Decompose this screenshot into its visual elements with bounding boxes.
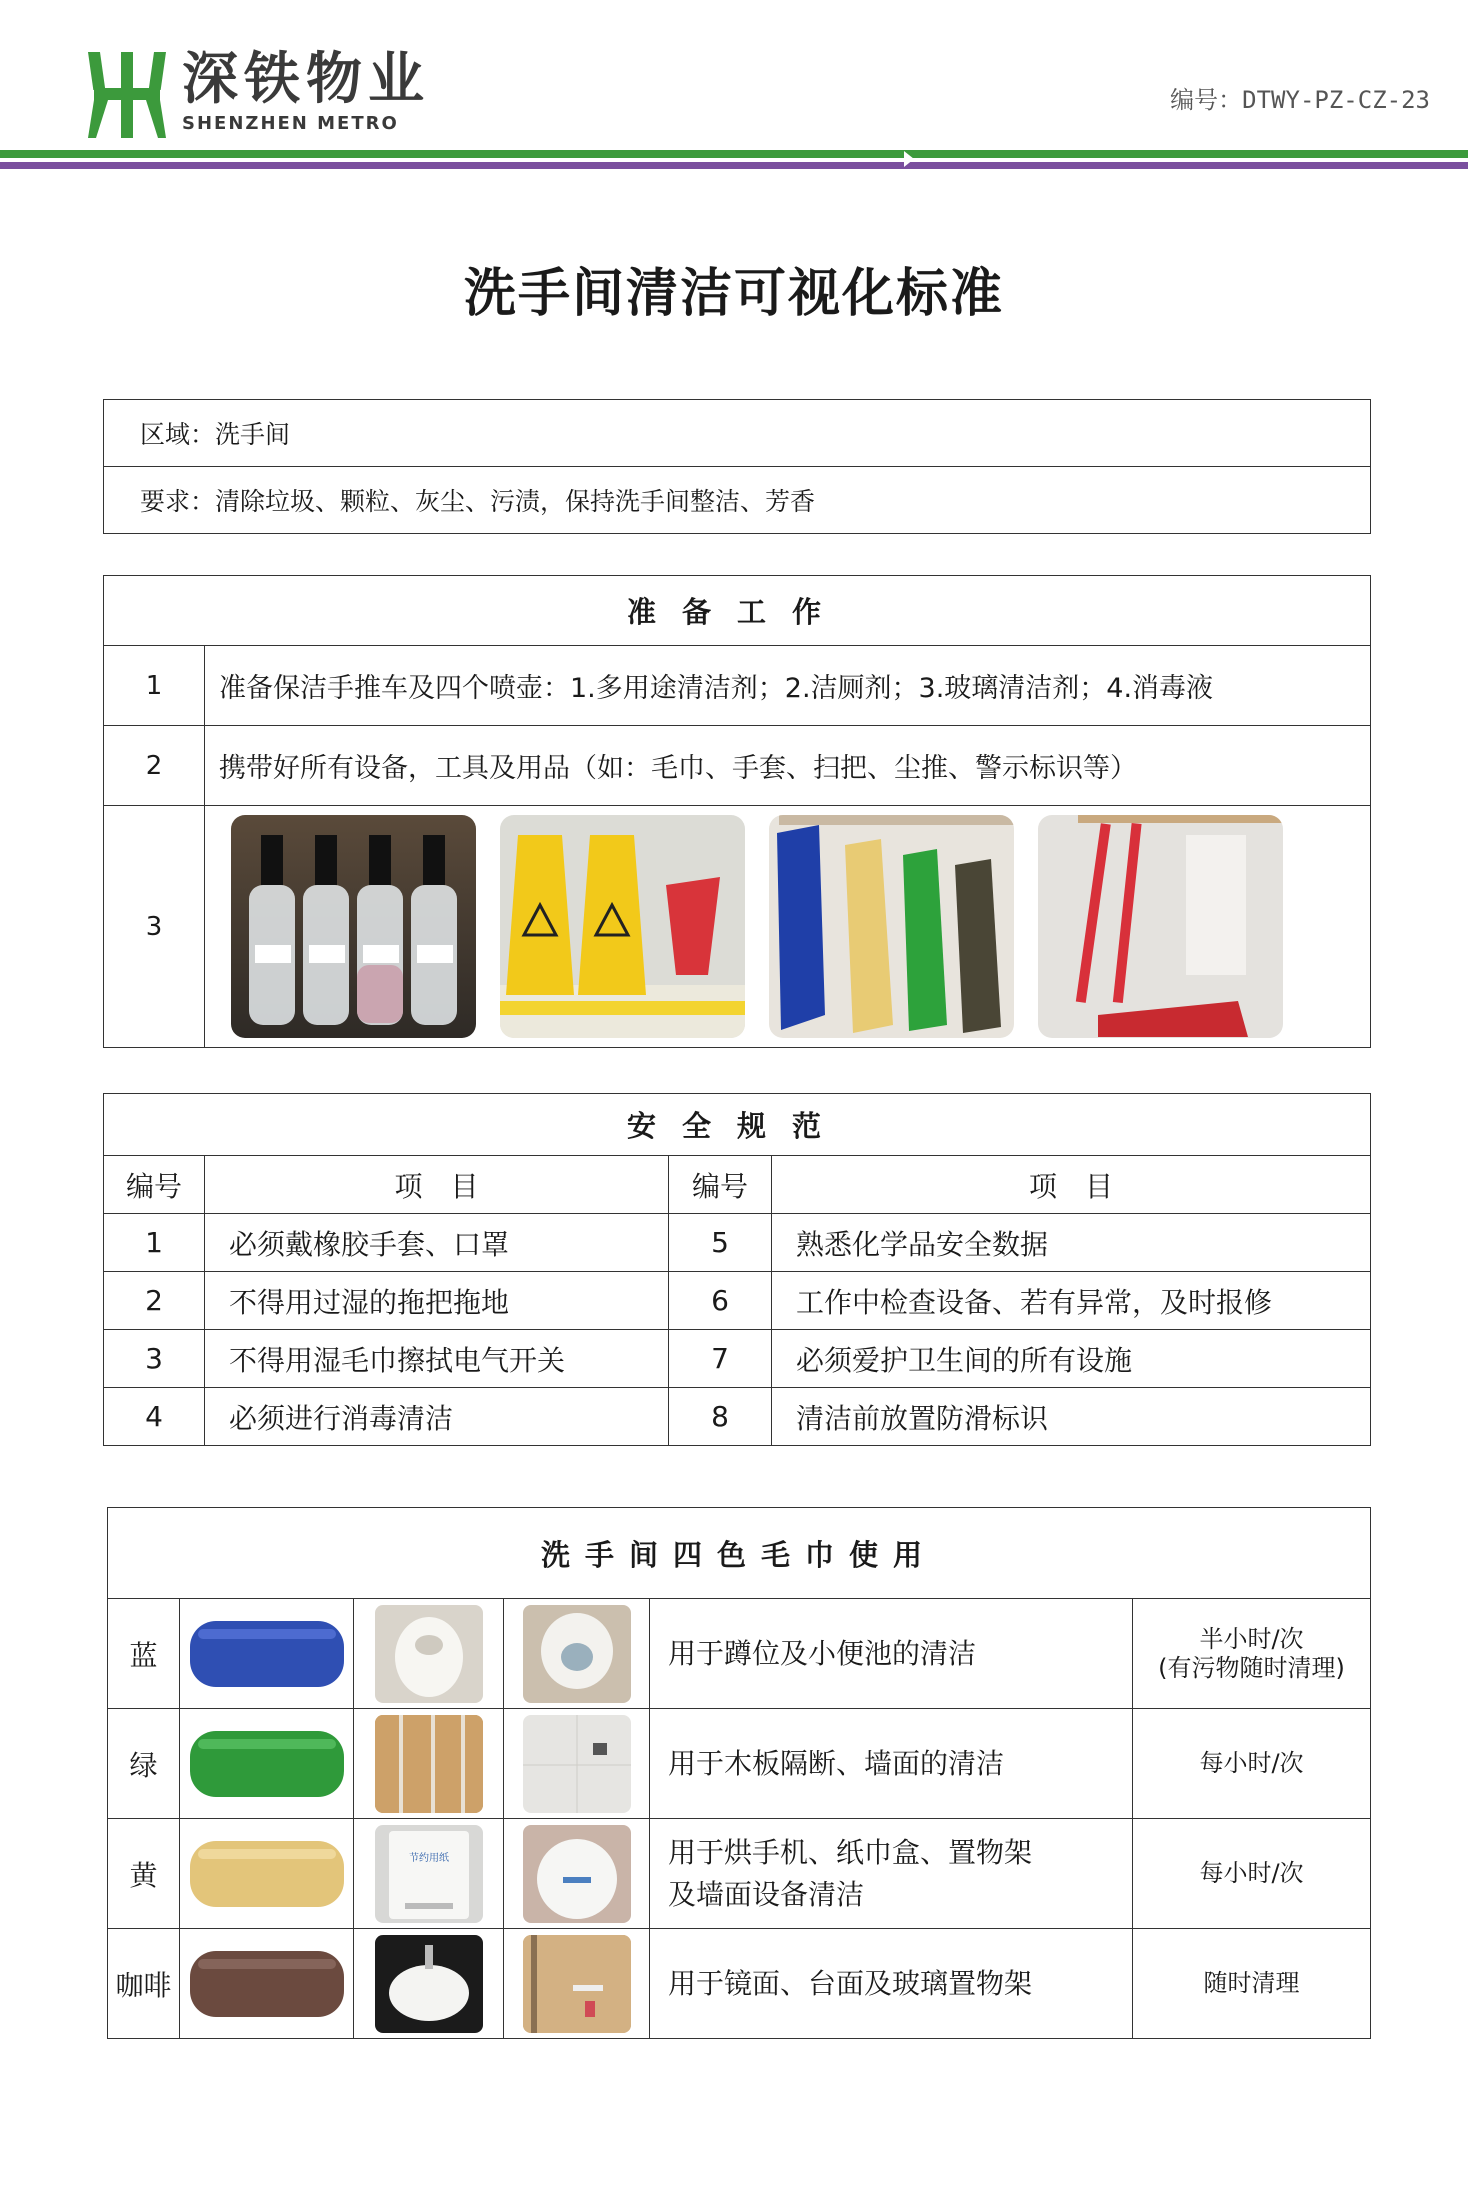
header-green-line [0,150,1468,158]
safety-item: 清洁前放置防滑标识 [772,1388,1371,1446]
table-row [104,1214,1371,1272]
towel-frequency: 随时清理 [1133,1929,1371,2039]
frequency-text: 半小时/次 [1199,1624,1304,1653]
tissue-box-photo [523,1825,631,1923]
thumb-cell [504,1929,650,2039]
towel-frequency [1133,1599,1371,1709]
towel-use: 用于蹲位及小便池的清洁 [650,1599,1133,1709]
blue-towel-image [186,1611,348,1697]
page-title: 洗手间清洁可视化标准 [463,264,1004,324]
sink-photo [375,1935,483,2033]
prep-num: 1 [104,646,205,726]
towel-use [650,1819,1133,1929]
towel-image-cell [180,1819,354,1929]
safety-table [103,1093,1371,1446]
towel-image-cell [180,1929,354,2039]
prep-photos-cell [205,806,1371,1048]
safety-num: 5 [669,1214,772,1272]
prep-num: 2 [104,726,205,806]
towels-on-hooks-photo [769,815,1014,1038]
green-towel-image [186,1721,348,1807]
safety-item: 熟悉化学品安全数据 [772,1214,1371,1272]
prep-num: 3 [104,806,205,1048]
table-row [104,1330,1371,1388]
squat-toilet-photo [523,1605,631,1703]
area-region: 区域：洗手间 [104,400,1371,467]
col-num-header: 编号 [104,1156,205,1214]
document-number [1170,88,1430,112]
table-row [108,1599,1371,1709]
header-purple-line [0,162,1468,169]
safety-num: 6 [669,1272,772,1330]
frequency-note: (有污物随时清理) [1158,1653,1345,1682]
prep-text: 准备保洁手推车及四个喷壶：1.多用途清洁剂；2.洁厕剂；3.玻璃清洁剂；4.消毒液 [205,646,1371,726]
towel-color-label: 绿 [108,1709,180,1819]
safety-num: 7 [669,1330,772,1388]
towel-use-line: 用于烘手机、纸巾盒、置物架 [668,1835,1033,1869]
safety-item: 必须戴橡胶手套、口罩 [205,1214,669,1272]
area-requirement: 要求：清除垃圾、颗粒、灰尘、污渍，保持洗手间整洁、芳香 [104,467,1371,534]
yellow-towel-image [186,1831,348,1917]
mops-and-dustpan-photo [1038,815,1283,1038]
thumb-cell [504,1709,650,1819]
thumb-cell [354,1599,504,1709]
safety-item: 必须进行消毒清洁 [205,1388,669,1446]
safety-num: 1 [104,1214,205,1272]
paper-dispenser-label: 节约用纸 [408,1852,449,1864]
safety-num: 8 [669,1388,772,1446]
safety-item: 不得用过湿的拖把拖地 [205,1272,669,1330]
towel-frequency: 每小时/次 [1133,1709,1371,1819]
table-row [108,1709,1371,1819]
brand-name-cn: 深铁物业 [182,47,430,112]
towel-use: 用于木板隔断、墙面的清洁 [650,1709,1133,1819]
table-row [104,726,1371,806]
document-number-value: DTWY-PZ-CZ-23 [1242,86,1430,114]
safety-item: 工作中检查设备、若有异常，及时报修 [772,1272,1371,1330]
table-row [104,806,1371,1048]
wet-floor-signs-photo [500,815,745,1038]
prep-heading: 准备工作 [104,576,1371,646]
page-header [0,0,1468,175]
prep-table [103,575,1371,1048]
towel-use: 用于镜面、台面及玻璃置物架 [650,1929,1133,2039]
safety-heading: 安全规范 [104,1094,1371,1156]
towel-color-label: 咖啡 [108,1929,180,2039]
urinal-photo [375,1605,483,1703]
table-row [104,1388,1371,1446]
table-row [108,1929,1371,2039]
table-row [104,646,1371,726]
towel-image-cell [180,1709,354,1819]
coffee-towel-image [186,1941,348,2027]
thumb-cell [504,1819,650,1929]
safety-num: 4 [104,1388,205,1446]
safety-item: 必须爱护卫生间的所有设施 [772,1330,1371,1388]
towel-color-label: 蓝 [108,1599,180,1709]
towel-usage-table [107,1507,1371,2039]
table-row [104,1272,1371,1330]
towel-color-label: 黄 [108,1819,180,1929]
paper-dispenser-photo [375,1825,483,1923]
thumb-cell [504,1599,650,1709]
thumb-cell [354,1709,504,1819]
table-row [108,1819,1371,1929]
tile-wall-photo [523,1715,631,1813]
spray-bottles-photo [231,815,476,1038]
thumb-cell [354,1929,504,2039]
area-table [103,399,1371,534]
safety-num: 3 [104,1330,205,1388]
shenzhen-metro-logo-icon [88,52,166,138]
brand-name-en: SHENZHEN METRO [182,113,399,134]
towel-frequency: 每小时/次 [1133,1819,1371,1929]
header-arrow-icon [904,151,914,167]
document-number-label: 编号： [1170,86,1243,114]
col-item-header: 项 目 [772,1156,1371,1214]
safety-num: 2 [104,1272,205,1330]
safety-item: 不得用湿毛巾擦拭电气开关 [205,1330,669,1388]
towel-image-cell [180,1599,354,1709]
prep-text: 携带好所有设备，工具及用品（如：毛巾、手套、扫把、尘推、警示标识等） [205,726,1371,806]
col-num-header: 编号 [669,1156,772,1214]
glass-shelf-photo [523,1935,631,2033]
wood-partition-photo [375,1715,483,1813]
col-item-header: 项 目 [205,1156,669,1214]
thumb-cell [354,1819,504,1929]
towel-heading: 洗手间四色毛巾使用 [108,1508,1371,1599]
towel-use-line: 及墙面设备清洁 [668,1877,865,1911]
